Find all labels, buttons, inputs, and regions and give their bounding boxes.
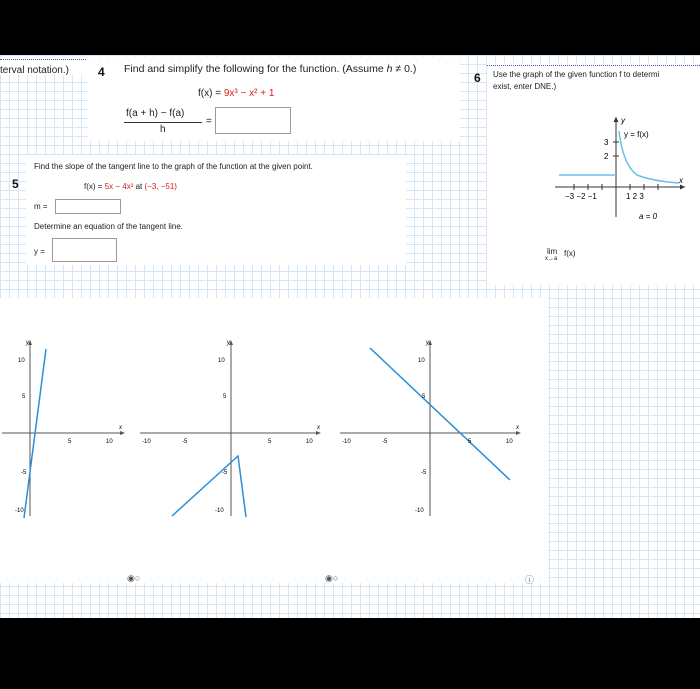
- q6-curve-label: y = f(x): [624, 130, 649, 139]
- choice-graph-c: [338, 336, 538, 536]
- q6-xtick-labels-neg: −3 −2 −1: [565, 192, 597, 201]
- q5-function: [84, 182, 177, 191]
- graph-a-ytick-neg10: -10: [15, 508, 24, 514]
- q6-ytick-label-3: 3: [604, 138, 609, 147]
- q6-prompt-line2: exist, enter DNE.): [493, 82, 557, 91]
- graph-a-ytick-5: 5: [22, 394, 26, 400]
- graph-c-xtick-neg10: -10: [342, 439, 351, 445]
- q5-y-label: y =: [34, 247, 45, 256]
- q6-y-label: y: [621, 116, 625, 125]
- worksheet-collage: [0, 55, 700, 618]
- q4-frac-numerator: f(a + h) − f(a): [126, 108, 185, 119]
- graph-a-x-arrow-icon: [120, 431, 125, 435]
- question-4-card: [88, 57, 460, 141]
- graph-b-xtick-neg5: -5: [182, 439, 188, 445]
- q6-ytick-label-2: 2: [604, 152, 609, 161]
- graph-b-ytick-5: 5: [223, 394, 227, 400]
- graph-b-ytick-neg10: -10: [215, 508, 224, 514]
- question-number-4: 4: [98, 65, 105, 79]
- graph-c-xtick-5: 5: [468, 439, 472, 445]
- graph-a-xtick-5: 5: [68, 439, 72, 445]
- q6-x-arrow-icon: [680, 185, 685, 190]
- graph-c-ytick-10: 10: [418, 358, 425, 364]
- graph-c-ytick-neg5: -5: [421, 470, 427, 476]
- q5-prompt: Find the slope of the tangent line to the graph of the function at the given point.: [34, 162, 313, 171]
- interval-notation-text: terval notation.): [0, 65, 69, 76]
- q6-xtick-labels-pos: 1 2 3: [626, 192, 644, 201]
- graph-b-y-label: y: [227, 340, 230, 346]
- q5-at-word: at: [133, 182, 145, 191]
- q5-slope-input[interactable]: [55, 199, 121, 214]
- choice-graph-b: [138, 336, 338, 536]
- graph-c-y-label: y: [426, 340, 429, 346]
- q5-point: (−3, −51): [144, 182, 177, 191]
- q5-function-rhs: 5x − 4x²: [104, 182, 134, 191]
- question-number-6: 6: [474, 71, 481, 85]
- q6-graph: [547, 115, 687, 230]
- graph-a-ytick-neg5: -5: [21, 470, 27, 476]
- q5-function-lhs: f(x) =: [84, 182, 105, 191]
- q4-answer-input[interactable]: [215, 107, 291, 134]
- divider: [0, 59, 86, 60]
- graph-c-ytick-5: 5: [422, 394, 426, 400]
- graph-b-x-label: x: [317, 425, 320, 431]
- graph-b-xtick-10: 10: [306, 439, 313, 445]
- graph-c-ytick-neg10: -10: [415, 508, 424, 514]
- q4-function: [198, 88, 274, 99]
- graph-c-xtick-10: 10: [506, 439, 513, 445]
- q4-prompt-main: Find and simplify the following for the function. (Assume: [124, 63, 387, 75]
- question-5-card: [26, 155, 406, 265]
- q4-function-lhs: f(x) =: [198, 88, 224, 99]
- q4-prompt: [124, 63, 416, 75]
- graph-c-x-arrow-icon: [516, 431, 521, 435]
- info-icon[interactable]: ⓘ: [525, 575, 535, 585]
- graph-b-line: [172, 456, 246, 517]
- radio-button[interactable]: ◉○: [127, 573, 141, 583]
- q6-y-arrow-icon: [614, 117, 619, 122]
- graph-choices: [0, 298, 548, 583]
- graph-c-x-label: x: [516, 425, 519, 431]
- graph-a-ytick-10: 10: [18, 358, 25, 364]
- q6-limit-sub: x→a: [545, 256, 558, 262]
- q6-prompt-line1: Use the graph of the given function f to determi: [493, 70, 660, 79]
- question-number-5: 5: [12, 177, 19, 191]
- graph-c-line: [370, 348, 510, 480]
- radio-button[interactable]: ◉○: [325, 573, 339, 583]
- graph-a-x-label: x: [119, 425, 122, 431]
- graph-b-xtick-5: 5: [268, 439, 272, 445]
- graph-b-ytick-neg5: -5: [222, 470, 228, 476]
- q6-limit-label: lim: [547, 247, 558, 256]
- graph-b-xtick-neg10: -10: [142, 439, 151, 445]
- q4-frac-denominator: h: [160, 124, 166, 135]
- q6-a-value: a = 0: [639, 212, 658, 221]
- graph-b-x-arrow-icon: [316, 431, 321, 435]
- q6-limit-expr: f(x): [564, 249, 576, 258]
- q6-divider: [487, 65, 700, 66]
- graph-b-ytick-10: 10: [218, 358, 225, 364]
- q5-prompt2: Determine an equation of the tangent line.: [34, 222, 183, 231]
- q4-function-rhs: 9x³ − x² + 1: [223, 88, 275, 99]
- q6-x-label: x: [679, 176, 683, 185]
- question-6-card: [474, 63, 700, 285]
- q4-fraction-bar: [124, 122, 202, 123]
- q5-m-label: m =: [34, 202, 48, 211]
- q4-prompt-neq: ≠ 0.): [392, 63, 417, 75]
- q5-tangent-input[interactable]: [52, 238, 117, 262]
- graph-a-y-label: y: [26, 340, 29, 346]
- graph-c-xtick-neg5: -5: [382, 439, 388, 445]
- q4-equals: =: [206, 116, 212, 127]
- graph-a-xtick-10: 10: [106, 439, 113, 445]
- q4-prompt-h: h: [386, 63, 393, 75]
